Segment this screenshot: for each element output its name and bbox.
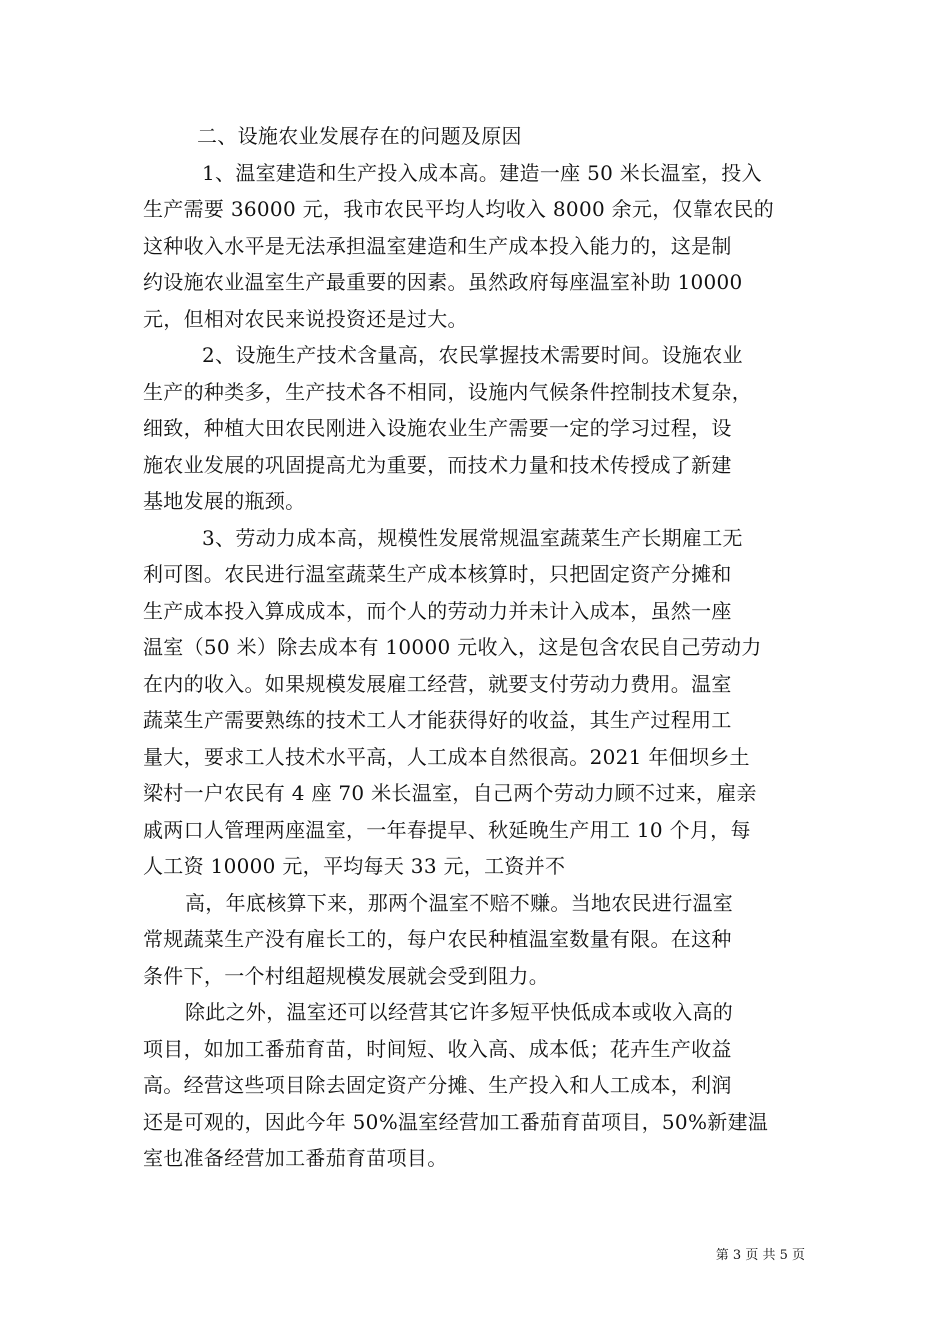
section-heading: 二、设施农业发展存在的问题及原因 (197, 124, 522, 148)
page-indicator: 第 3 页 共 5 页 (715, 1248, 805, 1263)
paragraph-1 (143, 155, 833, 338)
text-line: 项目，如加工番茄育苗，时间短、收入高、成本低；花卉生产收益 (143, 1036, 732, 1061)
paragraph-3 (143, 520, 833, 885)
document-body (143, 118, 833, 1177)
text-line: 1、温室建造和生产投入成本高。建造一座 50 米长温室，投入 (202, 160, 762, 185)
text-line: 细致，种植大田农民刚进入设施农业生产需要一定的学习过程，设 (143, 416, 732, 440)
text-line: 人工资 10000 元，平均每天 33 元，工资并不 (143, 854, 566, 878)
text-line: 在内的收入。如果规模发展雇工经营，就要支付劳动力费用。温室 (143, 671, 732, 696)
paragraph-5 (143, 994, 833, 1177)
text-line: 生产成本投入算成成本，而个人的劳动力并未计入成本，虽然一座 (143, 598, 732, 623)
text-line: 3、劳动力成本高，规模性发展常规温室蔬菜生产长期雇工无 (202, 525, 743, 550)
text-line: 蔬菜生产需要熟练的技术工人才能获得好的收益，其生产过程用工 (143, 708, 732, 732)
text-line: 利可图。农民进行温室蔬菜生产成本核算时，只把固定资产分摊和 (143, 562, 732, 586)
text-line: 温室（50 米）除去成本有 10000 元收入，这是包含农民自己劳动力 (143, 635, 762, 659)
text-line: 这种收入水平是无法承担温室建造和生产成本投入能力的，这是制 (143, 233, 732, 258)
text-line: 生产需要 36000 元，我市农民平均人均收入 8000 余元，仅靠农民的 (143, 197, 775, 221)
text-line: 施农业发展的巩固提高尤为重要，而技术力量和技术传授成了新建 (143, 452, 732, 477)
text-line: 常规蔬菜生产没有雇长工的，每户农民种植温室数量有限。在这种 (143, 927, 732, 951)
text-line: 基地发展的瓶颈。 (143, 489, 306, 513)
text-line: 梁村一户农民有 4 座 70 米长温室，自己两个劳动力顾不过来，雇亲 (143, 781, 757, 805)
text-line: 约设施农业温室生产最重要的因素。虽然政府每座温室补助 10000 (143, 270, 743, 294)
text-line: 元，但相对农民来说投资还是过大。 (143, 306, 468, 331)
text-line: 生产的种类多，生产技术各不相同，设施内气候条件控制技术复杂， (143, 379, 752, 404)
text-line: 高。经营这些项目除去固定资产分摊、生产投入和人工成本，利润 (143, 1073, 732, 1097)
text-line: 除此之外，温室还可以经营其它许多短平快低成本或收入高的 (185, 1000, 734, 1024)
text-line: 高，年底核算下来，那两个温室不赔不赚。当地农民进行温室 (185, 890, 734, 915)
text-line: 还是可观的，因此今年 50%温室经营加工番茄育苗项目，50%新建温 (143, 1109, 769, 1134)
text-line: 条件下，一个村组超规模发展就会受到阻力。 (143, 963, 549, 988)
text-line: 2、设施生产技术含量高，农民掌握技术需要时间。设施农业 (202, 343, 743, 367)
text-line: 室也准备经营加工番茄育苗项目。 (143, 1146, 448, 1170)
text-line: 戚两口人管理两座温室，一年春提早、秋延晚生产用工 10 个月，每 (143, 817, 751, 842)
paragraph-2 (143, 337, 833, 520)
paragraph-4 (143, 885, 833, 995)
text-line: 量大，要求工人技术水平高，人工成本自然很高。2021 年佃坝乡土 (143, 744, 750, 769)
